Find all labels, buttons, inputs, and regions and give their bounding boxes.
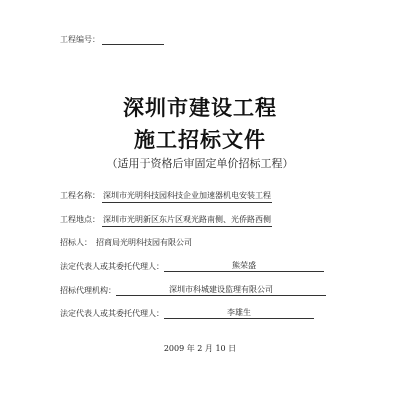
project-name-row — [60, 190, 272, 203]
agency-value: 深圳市科城建设监理有限公司 — [116, 284, 326, 296]
project-name-label: 工程名称： — [60, 191, 100, 200]
project-number-label: 工程编号： — [60, 35, 100, 44]
agency-rep-row — [60, 307, 314, 319]
project-number-blank — [102, 35, 164, 45]
legal-rep-row — [60, 260, 324, 272]
project-number — [60, 34, 164, 45]
project-location-value: 深圳市光明新区东片区观光路南侧、光侨路西侧 — [102, 214, 272, 227]
project-name-value: 深圳市光明科技园科技企业加速器机电安装工程 — [102, 190, 272, 203]
tenderer-row — [60, 237, 192, 248]
agency-rep-label: 法定代表人或其委托代理人： — [60, 309, 164, 318]
project-location-row — [60, 214, 272, 227]
tenderer-label: 招标人： — [60, 238, 92, 247]
agency-row — [60, 284, 326, 296]
agency-label: 招标代理机构： — [60, 286, 116, 295]
tenderer-value: 招商局光明科技园有限公司 — [96, 238, 192, 247]
document-title-line1: 深圳市建设工程 — [123, 95, 277, 120]
document-title-line2: 施工招标文件 — [134, 127, 266, 152]
legal-rep-label: 法定代表人或其委托代理人： — [60, 262, 164, 271]
project-location-label: 工程地点： — [60, 215, 100, 224]
agency-rep-value: 李雄生 — [164, 307, 314, 319]
document-date: 2009 年 2 月 10 日 — [163, 344, 237, 353]
document-subtitle: （适用于资格后审固定单价招标工程） — [106, 157, 294, 170]
legal-rep-value: 熊荣盛 — [164, 260, 324, 272]
